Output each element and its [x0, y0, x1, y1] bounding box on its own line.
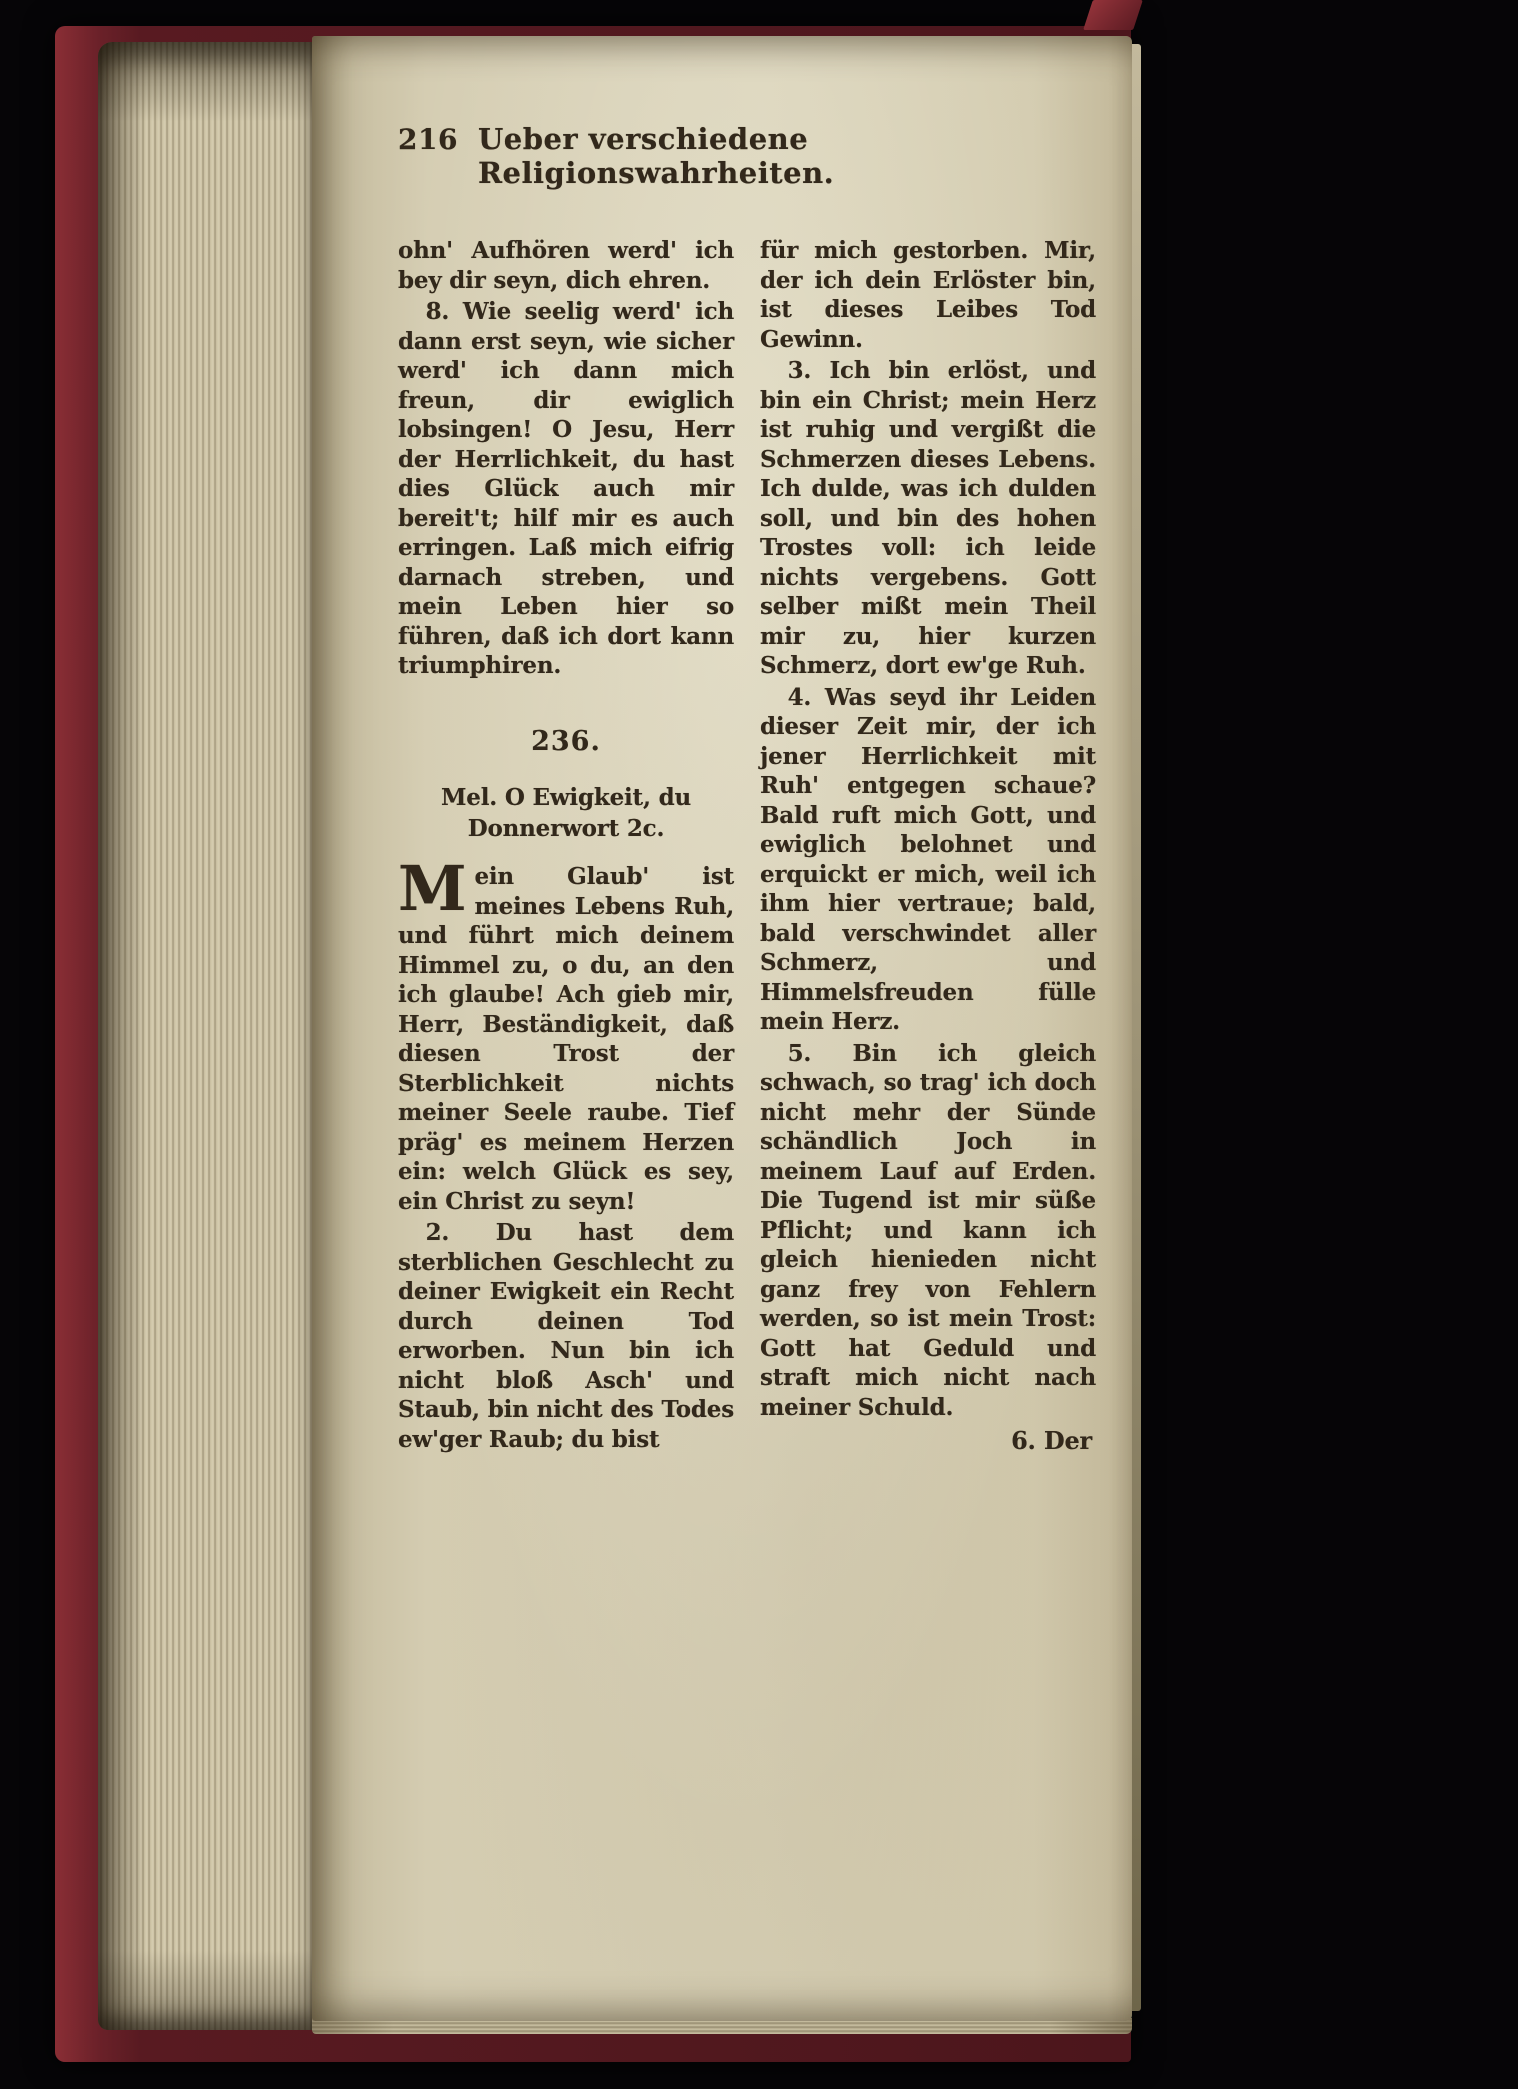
catchword: 6. Der: [1011, 1426, 1092, 1455]
verse-text: ein Glaub' ist meines Lebens Ruh, und führt mich deinem Himmel zu, o du, an den ich glaube! Ach gieb mir, Herr, Beständigkeit, daß diesen Trost der Sterblichkeit nichts meiner Seele raube. Tief präg' es meinem Herzen ein: welch Glück es sey, ein Christ zu seyn!: [398, 863, 734, 1215]
header-title: Ueber verschiedene Religionswahrheiten.: [477, 122, 835, 190]
cover-corner-right: [1083, 0, 1143, 30]
print-area: [398, 122, 1096, 1456]
melody-line: Mel. O Ewigkeit, du: [441, 784, 691, 811]
fanned-page-edges: [98, 42, 316, 2030]
verse-paragraph: 5. Bin ich gleich schwach, so trag' ich doch nicht mehr der Sünde schändlich Joch in meinem Lauf auf Erden. Die Tugend ist mir süße Pflicht; und kann ich gleich hienieden nicht ganz frey von Fehlern werden, so ist mein Trost: Gott hat Geduld und straft mich nicht nach meiner Schuld.: [760, 1039, 1096, 1421]
verse-paragraph: 2. Du hast dem sterblichen Geschlecht zu deiner Ewigkeit ein Recht durch deinen Tod erworben. Nun bin ich nicht bloß Asch' und Staub, bin nicht des Todes ew'ger Raub; du bist: [398, 1219, 734, 1453]
book-page: [312, 36, 1132, 2021]
paragraph-continuation: ohn' Aufhören werd' ich bey dir seyn, dich ehren.: [398, 237, 734, 294]
verse-paragraph-with-dropcap: [398, 852, 734, 1216]
drop-cap-initial: M: [398, 852, 467, 925]
column-left: [398, 236, 734, 1456]
text-columns: [398, 236, 1096, 1456]
column-right: [760, 236, 1096, 1456]
verse-paragraph: 4. Was seyd ihr Leiden dieser Zeit mir, der ich jener Herrlichkeit mit Ruh' entgegen schaue? Bald ruft mich Gott, und ewiglich belohnet und erquickt er mich, weil ich ihm hier vertraue; bald, bald verschwindet aller Schmerz, und Himmelsfreuden fülle mein Herz.: [760, 683, 1096, 1035]
page-number: 216: [398, 123, 458, 156]
verse-paragraph: 8. Wie seelig werd' ich dann erst seyn, wie sicher werd' ich dann mich freun, dir ewiglich lobsingen! O Jesu, Herr der Herrlichkeit, du hast dies Glück auch mir bereit't; hilf mir es auch erringen. Laß mich eifrig darnach streben, und mein Leben hier so führen, daß ich dort kann triumphiren.: [398, 298, 734, 679]
hymn-number: 236.: [531, 725, 601, 757]
running-header: [398, 122, 1096, 190]
verse-paragraph: 3. Ich bin erlöst, und bin ein Christ; mein Herz ist ruhig und vergißt die Schmerzen dieses Lebens. Ich dulde, was ich dulden soll, und bin des hohen Trostes voll: ich leide nichts vergebens. Gott selber mißt mein Theil mir zu, hier kurzen Schmerz, dort ew'ge Ruh.: [760, 357, 1096, 679]
paragraph-continuation: für mich gestorben. Mir, der ich dein Erlöster bin, ist dieses Leibes Tod Gewinn.: [760, 237, 1096, 353]
hymn-heading: [398, 727, 734, 845]
melody-line: Donnerwort 2c.: [467, 815, 665, 842]
